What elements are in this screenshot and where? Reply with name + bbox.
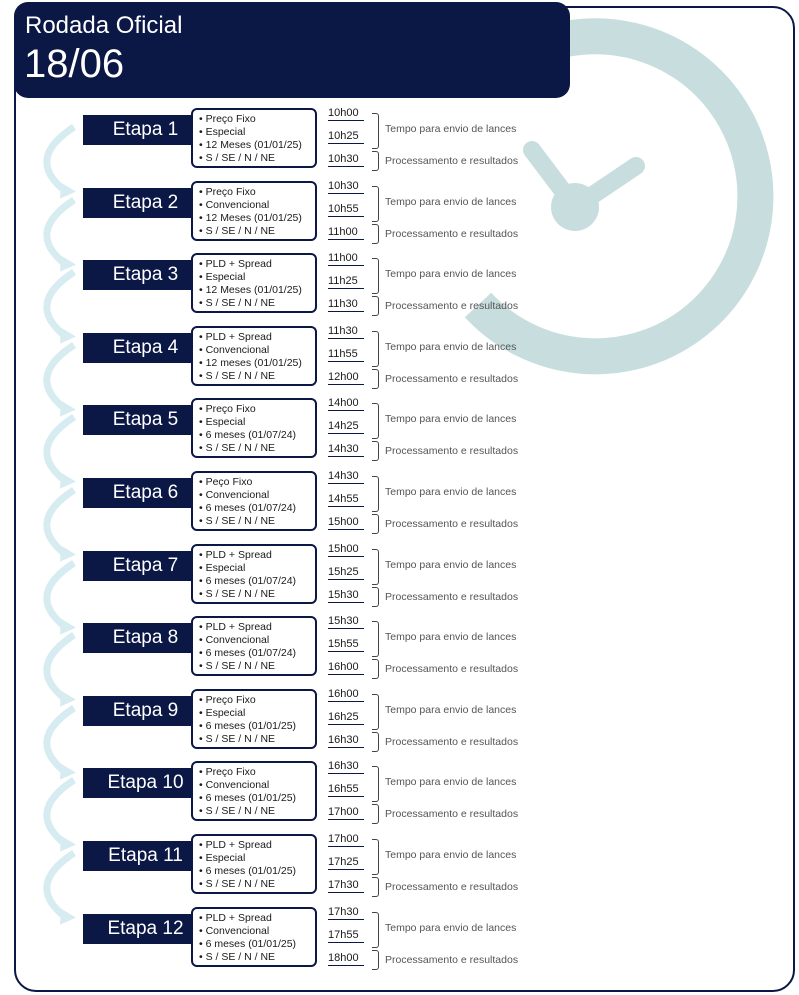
stage-time: 16h30	[328, 760, 364, 774]
arrow-head-icon	[60, 328, 76, 344]
stage-label: Etapa 8	[83, 623, 208, 653]
stage-sub: • S / SE / N / NE	[199, 515, 315, 528]
stage-details-box	[191, 471, 317, 531]
stage-time: 15h00	[328, 516, 364, 530]
bid-window-label: Tempo para envio de lances	[385, 413, 517, 425]
stage-time: 14h55	[328, 493, 364, 507]
stage-time: 11h55	[328, 348, 364, 362]
stage-time: 14h25	[328, 420, 364, 434]
stage-details-box	[191, 181, 317, 241]
stage-time: 16h00	[328, 661, 364, 675]
stage-label: Etapa 5	[83, 405, 208, 435]
stage-time: 11h30	[328, 325, 364, 339]
curved-arrow-icon	[47, 853, 74, 918]
stage-time: 17h00	[328, 806, 364, 820]
stage-product: • PLD + Spread	[199, 912, 315, 925]
processing-label: Processamento e resultados	[385, 373, 519, 385]
bracket-icon	[372, 441, 379, 461]
stage-sub: • S / SE / N / NE	[199, 805, 315, 818]
curved-arrow-icon	[47, 708, 74, 773]
stage-product: • Peço Fixo	[199, 476, 315, 489]
stage-product: • Preço Fixo	[199, 186, 315, 199]
bid-window-label: Tempo para envio de lances	[385, 486, 517, 498]
curved-arrow-icon	[47, 345, 74, 410]
curved-arrow-icon	[47, 780, 74, 845]
bracket-icon	[372, 694, 379, 730]
stage-sub: • S / SE / N / NE	[199, 660, 315, 673]
stage-label: Etapa 10	[83, 768, 208, 798]
stage-time: 11h30	[328, 298, 364, 312]
stage-product: • Preço Fixo	[199, 766, 315, 779]
stage-sub: • S / SE / N / NE	[199, 370, 315, 383]
bid-window-label: Tempo para envio de lances	[385, 704, 517, 716]
bracket-icon	[372, 549, 379, 585]
processing-label: Processamento e resultados	[385, 155, 519, 167]
bid-window-label: Tempo para envio de lances	[385, 922, 517, 934]
bid-window-label: Tempo para envio de lances	[385, 631, 517, 643]
stage-label: Etapa 7	[83, 551, 208, 581]
stage-label: Etapa 12	[83, 914, 208, 944]
stage-energy: • Especial	[199, 271, 315, 284]
bracket-icon	[372, 732, 379, 752]
bid-window-label: Tempo para envio de lances	[385, 196, 517, 208]
arrow-head-icon	[60, 401, 76, 417]
stage-time: 10h30	[328, 180, 364, 194]
stage-time: 10h00	[328, 107, 364, 121]
stage-label: Etapa 1	[83, 115, 208, 145]
stage-energy: • Convencional	[199, 489, 315, 502]
stage-time: 14h30	[328, 443, 364, 457]
stage-details-box	[191, 907, 317, 967]
stage-term: • 12 Meses (01/01/25)	[199, 139, 315, 152]
stage-product: • Preço Fixo	[199, 113, 315, 126]
stage-details-box	[191, 689, 317, 749]
stage-energy: • Especial	[199, 562, 315, 575]
bracket-icon	[372, 877, 379, 897]
bracket-icon	[372, 224, 379, 244]
stage-term: • 6 meses (01/07/24)	[199, 429, 315, 442]
stage-product: • PLD + Spread	[199, 621, 315, 634]
stage-sub: • S / SE / N / NE	[199, 442, 315, 455]
stage-label: Etapa 6	[83, 478, 208, 508]
stage-time: 15h00	[328, 543, 364, 557]
bracket-icon	[372, 258, 379, 294]
stage-details-box	[191, 108, 317, 168]
bracket-icon	[372, 659, 379, 679]
stage-term: • 6 meses (01/01/25)	[199, 938, 315, 951]
bracket-icon	[372, 839, 379, 875]
bid-window-label: Tempo para envio de lances	[385, 341, 517, 353]
bracket-icon	[372, 296, 379, 316]
processing-label: Processamento e resultados	[385, 881, 519, 893]
bracket-icon	[372, 514, 379, 534]
stage-sub: • S / SE / N / NE	[199, 878, 315, 891]
arrow-head-icon	[60, 256, 76, 272]
arrow-head-icon	[60, 546, 76, 562]
arrow-head-icon	[60, 183, 76, 199]
arrow-head-icon	[60, 473, 76, 489]
stage-time: 16h25	[328, 711, 364, 725]
stage-term: • 12 meses (01/01/25)	[199, 357, 315, 370]
stage-time: 17h00	[328, 833, 364, 847]
stage-product: • Preço Fixo	[199, 403, 315, 416]
curved-arrow-icon	[47, 272, 74, 337]
bid-window-label: Tempo para envio de lances	[385, 123, 517, 135]
bracket-icon	[372, 369, 379, 389]
stage-energy: • Especial	[199, 416, 315, 429]
stage-time: 17h55	[328, 929, 364, 943]
bracket-icon	[372, 587, 379, 607]
processing-label: Processamento e resultados	[385, 518, 519, 530]
stage-details-box	[191, 761, 317, 821]
stage-product: • PLD + Spread	[199, 258, 315, 271]
bracket-icon	[372, 912, 379, 948]
stage-details-box	[191, 616, 317, 676]
curved-arrow-icon	[47, 417, 74, 482]
stage-details-box	[191, 544, 317, 604]
stage-label: Etapa 9	[83, 696, 208, 726]
stage-term: • 12 Meses (01/01/25)	[199, 212, 315, 225]
stage-term: • 6 meses (01/07/24)	[199, 575, 315, 588]
processing-label: Processamento e resultados	[385, 228, 519, 240]
bracket-icon	[372, 403, 379, 439]
bid-window-label: Tempo para envio de lances	[385, 559, 517, 571]
stage-details-box	[191, 326, 317, 386]
arrow-head-icon	[60, 909, 76, 925]
stage-energy: • Convencional	[199, 344, 315, 357]
stage-sub: • S / SE / N / NE	[199, 733, 315, 746]
round-title: Rodada Oficial	[25, 12, 183, 39]
stage-sub: • S / SE / N / NE	[199, 152, 315, 165]
stage-sub: • S / SE / N / NE	[199, 225, 315, 238]
bid-window-label: Tempo para envio de lances	[385, 268, 517, 280]
stage-time: 15h55	[328, 638, 364, 652]
stage-details-box	[191, 253, 317, 313]
stage-time: 15h25	[328, 566, 364, 580]
processing-label: Processamento e resultados	[385, 300, 519, 312]
stage-time: 11h00	[328, 252, 364, 266]
stage-term: • 6 meses (01/01/25)	[199, 865, 315, 878]
stage-label: Etapa 3	[83, 260, 208, 290]
processing-label: Processamento e resultados	[385, 591, 519, 603]
stage-time: 10h25	[328, 130, 364, 144]
stage-energy: • Convencional	[199, 779, 315, 792]
bracket-icon	[372, 621, 379, 657]
stage-product: • Preço Fixo	[199, 694, 315, 707]
stage-energy: • Especial	[199, 707, 315, 720]
stage-label: Etapa 4	[83, 333, 208, 363]
arrow-head-icon	[60, 691, 76, 707]
stage-sub: • S / SE / N / NE	[199, 951, 315, 964]
stage-product: • PLD + Spread	[199, 549, 315, 562]
stage-time: 16h00	[328, 688, 364, 702]
curved-arrow-icon	[47, 490, 74, 555]
stage-time: 15h30	[328, 589, 364, 603]
stage-energy: • Especial	[199, 852, 315, 865]
stage-details-box	[191, 398, 317, 458]
stage-time: 16h30	[328, 734, 364, 748]
processing-label: Processamento e resultados	[385, 808, 519, 820]
stage-term: • 6 meses (01/07/24)	[199, 647, 315, 660]
processing-label: Processamento e resultados	[385, 663, 519, 675]
stage-time: 14h30	[328, 470, 364, 484]
bracket-icon	[372, 804, 379, 824]
stage-time: 17h30	[328, 906, 364, 920]
stage-time: 17h25	[328, 856, 364, 870]
stage-term: • 6 meses (01/07/24)	[199, 502, 315, 515]
stage-term: • 12 Meses (01/01/25)	[199, 284, 315, 297]
bracket-icon	[372, 476, 379, 512]
stage-term: • 6 meses (01/01/25)	[199, 792, 315, 805]
processing-label: Processamento e resultados	[385, 736, 519, 748]
stage-details-box	[191, 834, 317, 894]
stage-time: 16h55	[328, 783, 364, 797]
stage-time: 11h25	[328, 275, 364, 289]
stage-time: 11h00	[328, 226, 364, 240]
round-date: 18/06	[24, 42, 125, 86]
processing-label: Processamento e resultados	[385, 954, 519, 966]
arrow-head-icon	[60, 619, 76, 635]
stage-time: 12h00	[328, 371, 364, 385]
bracket-icon	[372, 331, 379, 367]
curved-arrow-icon	[47, 563, 74, 628]
bid-window-label: Tempo para envio de lances	[385, 776, 517, 788]
arrow-head-icon	[60, 836, 76, 852]
stage-energy: • Especial	[199, 126, 315, 139]
stage-sub: • S / SE / N / NE	[199, 297, 315, 310]
stage-time: 15h30	[328, 615, 364, 629]
stage-time: 14h00	[328, 397, 364, 411]
bracket-icon	[372, 113, 379, 149]
stage-label: Etapa 2	[83, 188, 208, 218]
stage-time: 18h00	[328, 952, 364, 966]
stage-label: Etapa 11	[83, 841, 208, 871]
processing-label: Processamento e resultados	[385, 445, 519, 457]
curved-arrow-icon	[47, 127, 74, 192]
arrow-head-icon	[60, 764, 76, 780]
curved-arrow-icon	[47, 635, 74, 700]
bracket-icon	[372, 766, 379, 802]
bracket-icon	[372, 950, 379, 970]
curved-arrow-icon	[47, 200, 74, 265]
stage-time: 10h30	[328, 153, 364, 167]
stage-energy: • Convencional	[199, 199, 315, 212]
stage-energy: • Convencional	[199, 925, 315, 938]
bracket-icon	[372, 151, 379, 171]
stage-time: 10h55	[328, 203, 364, 217]
stage-energy: • Convencional	[199, 634, 315, 647]
stage-sub: • S / SE / N / NE	[199, 588, 315, 601]
bid-window-label: Tempo para envio de lances	[385, 849, 517, 861]
bracket-icon	[372, 186, 379, 222]
stage-product: • PLD + Spread	[199, 331, 315, 344]
stage-time: 17h30	[328, 879, 364, 893]
stage-product: • PLD + Spread	[199, 839, 315, 852]
stage-term: • 6 meses (01/01/25)	[199, 720, 315, 733]
